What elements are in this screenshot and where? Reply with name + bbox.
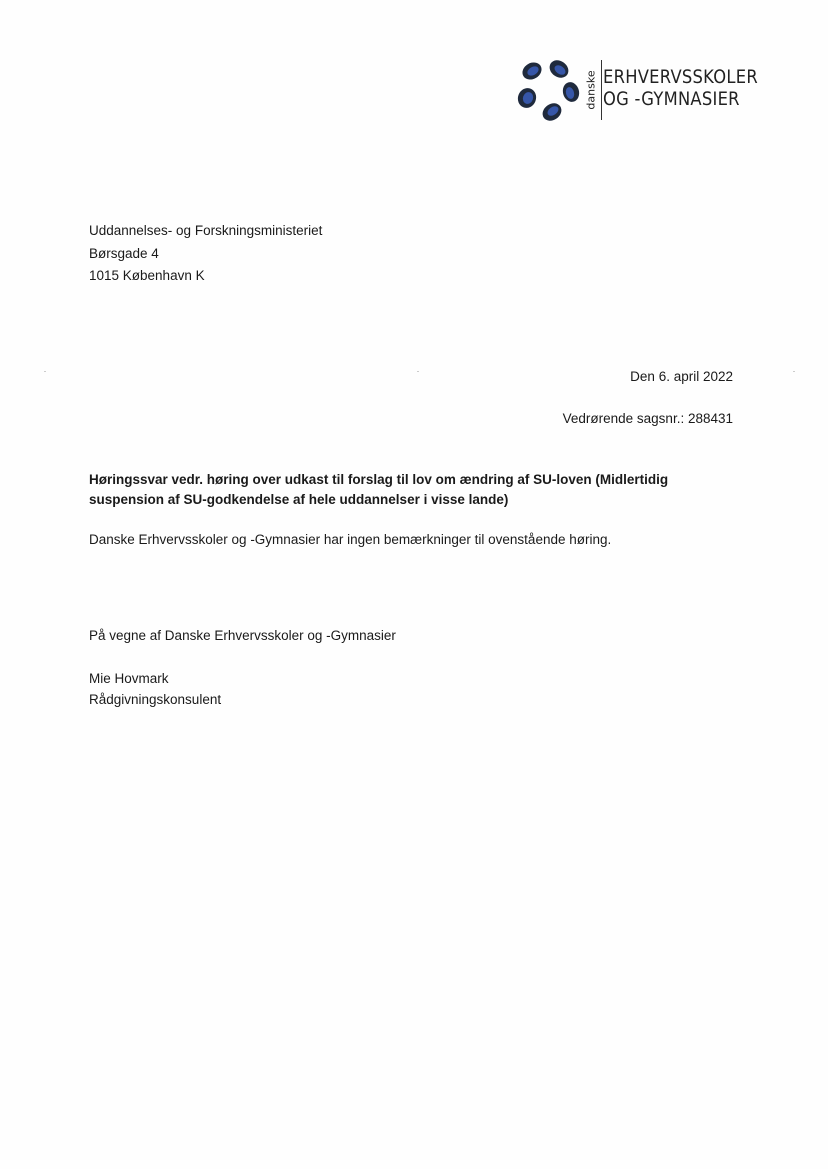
logo-small-label: danske	[584, 70, 598, 110]
signature-name: Mie Hovmark	[89, 671, 169, 686]
signature-closing: På vegne af Danske Erhvervsskoler og -Gymnasier	[89, 628, 396, 643]
organization-logo	[515, 56, 758, 128]
scan-speck	[417, 371, 419, 372]
signature-title: Rådgivningskonsulent	[89, 692, 222, 707]
scan-speck	[44, 371, 46, 372]
recipient-name: Uddannelses- og Forskningsministeriet	[89, 223, 323, 238]
logo-wordmark-line2: OG -GYMNASIER	[603, 88, 740, 110]
case-number: Vedrørende sagsnr.: 288431	[562, 411, 733, 426]
logo-divider	[601, 60, 602, 120]
recipient-city: 1015 København K	[89, 268, 205, 283]
recipient-street: Børsgade 4	[89, 246, 159, 261]
scan-speck	[793, 371, 795, 372]
logo-wordmark-line1: ERHVERVSSKOLER	[603, 66, 758, 88]
letter-body: Danske Erhvervsskoler og -Gymnasier har ingen bemærkninger til ovenstående høring.	[89, 532, 612, 547]
logo-flower-icon	[515, 56, 581, 124]
logo-small-text	[585, 62, 597, 118]
letter-subject: Høringssvar vedr. høring over udkast til forslag til lov om ændring af SU-loven (Midlertidig suspension af SU-godkendelse af hele uddannelser i visse lande)	[89, 472, 669, 507]
letter-date: Den 6. april 2022	[630, 369, 733, 384]
